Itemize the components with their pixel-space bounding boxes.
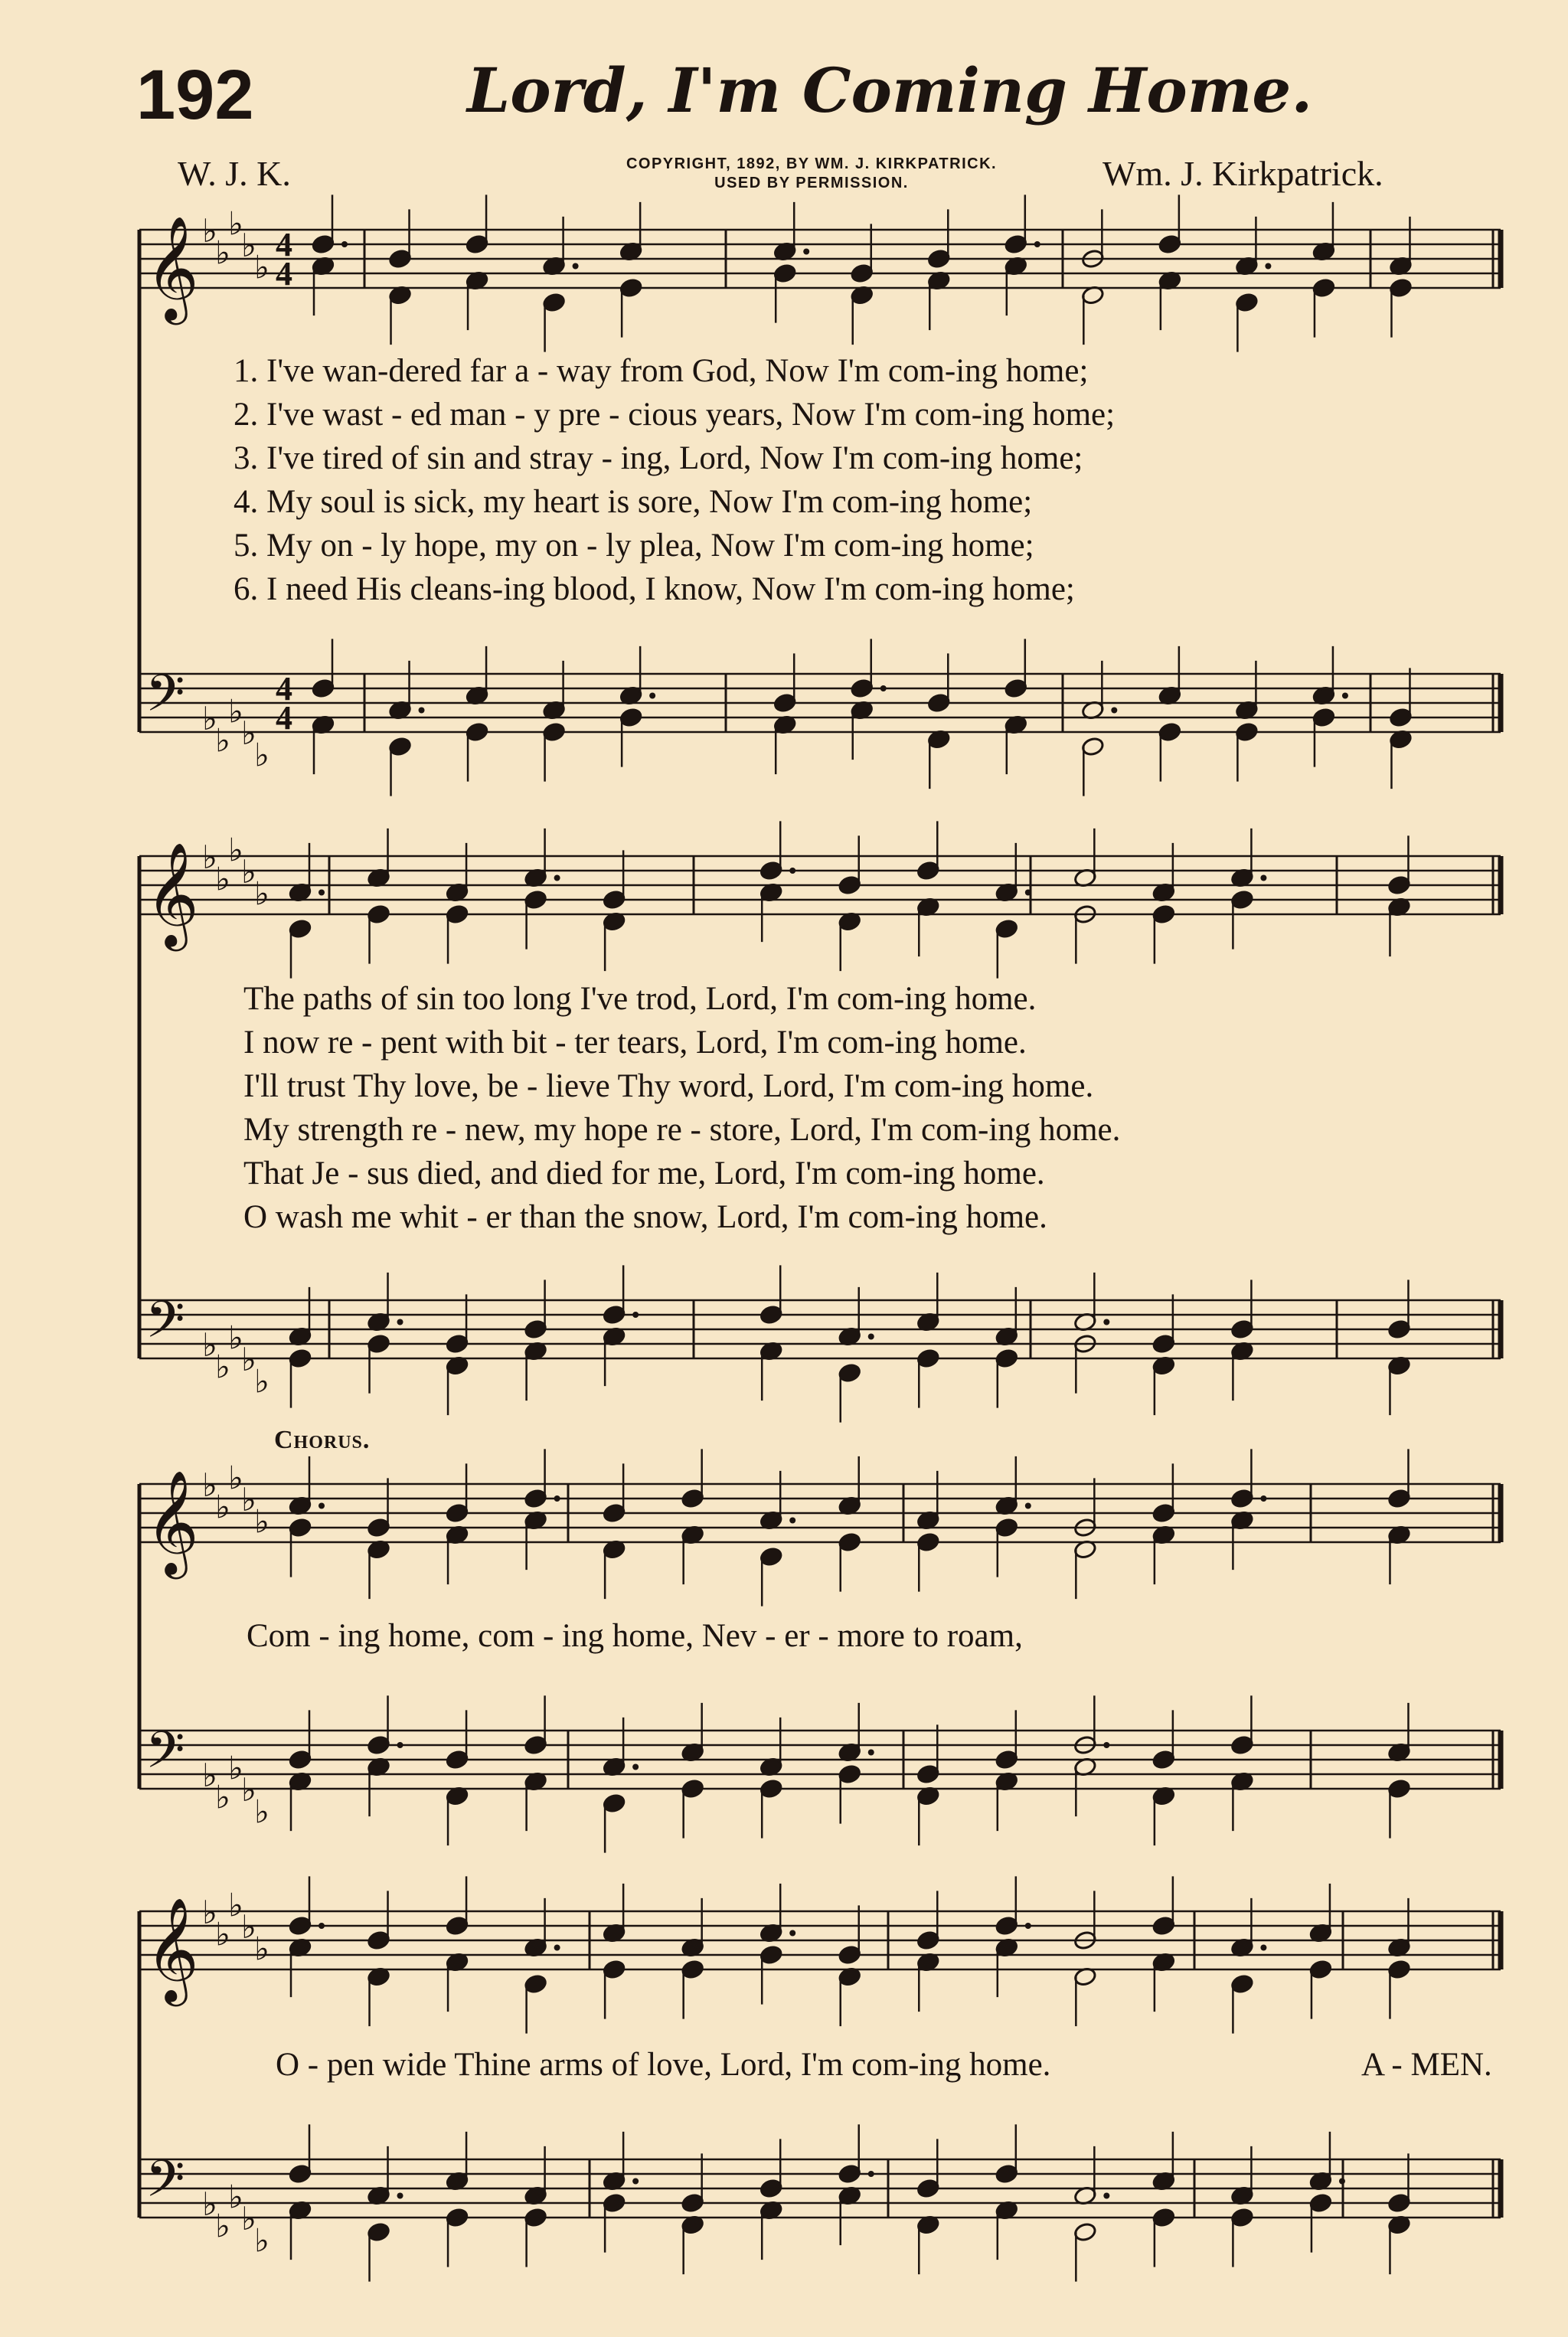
augmentation-dot xyxy=(632,1312,639,1318)
flat-sign: ♭ xyxy=(228,1459,243,1497)
verse-5-line-1: 5. My on - ly hope, my on - ly plea, Now I'm com-ing home; xyxy=(234,528,1034,564)
augmentation-dot xyxy=(1339,2178,1345,2185)
flat-sign: ♭ xyxy=(215,234,230,272)
augmentation-dot xyxy=(649,693,655,699)
verse-5-line-2: That Je - sus died, and died for me, Lord, I'm com-ing home. xyxy=(243,1155,1045,1191)
bass-clef: 𝄢 xyxy=(145,664,185,735)
augmentation-dot xyxy=(1111,708,1117,714)
verse-6-line-2: O wash me whit - er than the snow, Lord, I'm com-ing home. xyxy=(243,1199,1047,1235)
augmentation-dot xyxy=(1260,875,1266,881)
augmentation-dot xyxy=(1260,1495,1266,1502)
flat-sign: ♭ xyxy=(241,1771,256,1809)
flat-sign: ♭ xyxy=(241,1908,256,1946)
flat-sign: ♭ xyxy=(241,853,256,891)
flat-sign: ♭ xyxy=(202,1466,217,1504)
verse-4-line-1: 4. My soul is sick, my heart is sore, Now I'm com-ing home; xyxy=(234,484,1033,520)
bass-clef: 𝄢 xyxy=(145,2149,185,2221)
flat-sign: ♭ xyxy=(241,2200,256,2237)
augmentation-dot xyxy=(789,868,795,874)
permission-line: USED BY PERMISSION. xyxy=(714,175,909,191)
flat-sign: ♭ xyxy=(254,1793,270,1831)
flat-sign: ♭ xyxy=(228,204,243,243)
flat-sign: ♭ xyxy=(202,1757,217,1794)
augmentation-dot xyxy=(1034,241,1040,247)
chorus-line-2: O - pen wide Thine arms of love, Lord, I'm com-ing home. xyxy=(276,2047,1051,2083)
augmentation-dot xyxy=(341,241,348,247)
augmentation-dot xyxy=(554,1495,560,1502)
flat-sign: ♭ xyxy=(241,1341,256,1378)
flat-sign: ♭ xyxy=(228,2178,243,2216)
flat-sign: ♭ xyxy=(228,1319,243,1357)
time-signature: 4 xyxy=(276,255,292,293)
flat-sign: ♭ xyxy=(215,1488,230,1526)
flat-sign: ♭ xyxy=(215,1778,230,1816)
augmentation-dot xyxy=(318,890,325,896)
augmentation-dot xyxy=(803,249,809,255)
verse-2-line-1: 2. I've wast - ed man - y pre - cious years, Now I'm com-ing home; xyxy=(234,397,1116,433)
augmentation-dot xyxy=(397,2193,403,2199)
flat-sign: ♭ xyxy=(202,700,217,737)
time-signature: 4 xyxy=(276,699,292,737)
augmentation-dot xyxy=(318,1923,325,1929)
flat-sign: ♭ xyxy=(215,860,230,898)
time-signature: 4 xyxy=(276,670,292,708)
copyright-line: COPYRIGHT, 1892, BY WM. J. KIRKPATRICK. xyxy=(626,155,998,172)
augmentation-dot xyxy=(632,2178,639,2185)
verse-3-line-2: I'll trust Thy love, be - lieve Thy word, Lord, I'm com-ing home. xyxy=(243,1068,1094,1104)
augmentation-dot xyxy=(868,1750,874,1756)
augmentation-dot xyxy=(789,1930,795,1937)
augmentation-dot xyxy=(868,2171,874,2177)
flat-sign: ♭ xyxy=(228,1749,243,1787)
augmentation-dot xyxy=(318,1503,325,1509)
augmentation-dot xyxy=(868,1334,874,1340)
flat-sign: ♭ xyxy=(241,227,256,264)
augmentation-dot xyxy=(397,1319,403,1325)
flat-sign: ♭ xyxy=(202,212,217,250)
augmentation-dot xyxy=(554,875,560,881)
augmentation-dot xyxy=(1103,1319,1109,1325)
augmentation-dot xyxy=(1025,890,1031,896)
flat-sign: ♭ xyxy=(215,1348,230,1386)
treble-clef: 𝄞 xyxy=(145,1896,199,2002)
chorus-line-1: Com - ing home, com - ing home, Nev - er - more to roam, xyxy=(247,1618,1023,1654)
verse-2-line-2: I now re - pent with bit - ter tears, Lord, I'm com-ing home. xyxy=(243,1025,1027,1061)
verse-1-line-1: 1. I've wan-dered far a - way from God, Now I'm com-ing home; xyxy=(234,353,1089,389)
amen: A - MEN. xyxy=(1361,2047,1492,2083)
augmentation-dot xyxy=(1103,2193,1109,2199)
lyricist-initials: W. J. K. xyxy=(178,154,291,193)
treble-clef: 𝄞 xyxy=(145,841,199,946)
flat-sign: ♭ xyxy=(215,2207,230,2245)
verse-4-line-2: My strength re - new, my hope re - store, Lord, I'm com-ing home. xyxy=(243,1112,1121,1148)
verse-3-line-1: 3. I've tired of sin and stray - ing, Lord, Now I'm com-ing home; xyxy=(234,440,1083,476)
augmentation-dot xyxy=(419,708,425,714)
time-signature: 4 xyxy=(276,226,292,263)
bass-clef: 𝄢 xyxy=(145,1721,185,1792)
augmentation-dot xyxy=(554,1945,560,1951)
flat-sign: ♭ xyxy=(202,2185,217,2223)
augmentation-dot xyxy=(632,1764,639,1770)
flat-sign: ♭ xyxy=(254,248,270,286)
flat-sign: ♭ xyxy=(228,831,243,869)
flat-sign: ♭ xyxy=(202,838,217,876)
augmentation-dot xyxy=(1025,1503,1031,1509)
flat-sign: ♭ xyxy=(254,874,270,913)
augmentation-dot xyxy=(1342,693,1348,699)
flat-sign: ♭ xyxy=(241,714,256,752)
augmentation-dot xyxy=(880,685,887,691)
flat-sign: ♭ xyxy=(228,1886,243,1924)
flat-sign: ♭ xyxy=(254,2221,270,2260)
flat-sign: ♭ xyxy=(215,721,230,760)
verse-1-line-2: The paths of sin too long I've trod, Lord, I'm com-ing home. xyxy=(243,981,1037,1017)
treble-clef: 𝄞 xyxy=(145,214,199,320)
verse-6-line-1: 6. I need His cleans-ing blood, I know, Now I'm com-ing home; xyxy=(234,571,1075,607)
composer-name: Wm. J. Kirkpatrick. xyxy=(1102,154,1383,193)
treble-clef: 𝄞 xyxy=(145,1469,199,1574)
flat-sign: ♭ xyxy=(202,1326,217,1364)
flat-sign: ♭ xyxy=(215,1915,230,1953)
augmentation-dot xyxy=(789,1518,795,1524)
flat-sign: ♭ xyxy=(228,692,243,731)
augmentation-dot xyxy=(397,1742,403,1748)
augmentation-dot xyxy=(1265,263,1271,270)
bass-clef: 𝄢 xyxy=(145,1290,185,1361)
hymn-title: Lord, I'm Coming Home. xyxy=(467,54,1313,126)
flat-sign: ♭ xyxy=(254,1362,270,1401)
flat-sign: ♭ xyxy=(241,1481,256,1518)
flat-sign: ♭ xyxy=(254,1502,270,1541)
augmentation-dot xyxy=(1260,1945,1266,1951)
augmentation-dot xyxy=(573,263,579,270)
augmentation-dot xyxy=(1025,1923,1031,1929)
augmentation-dot xyxy=(1103,1742,1109,1748)
flat-sign: ♭ xyxy=(254,736,270,774)
flat-sign: ♭ xyxy=(202,1894,217,1931)
chorus-label: Chorus. xyxy=(274,1426,371,1454)
flat-sign: ♭ xyxy=(254,1930,270,1968)
hymn-number: 192 xyxy=(136,56,254,134)
